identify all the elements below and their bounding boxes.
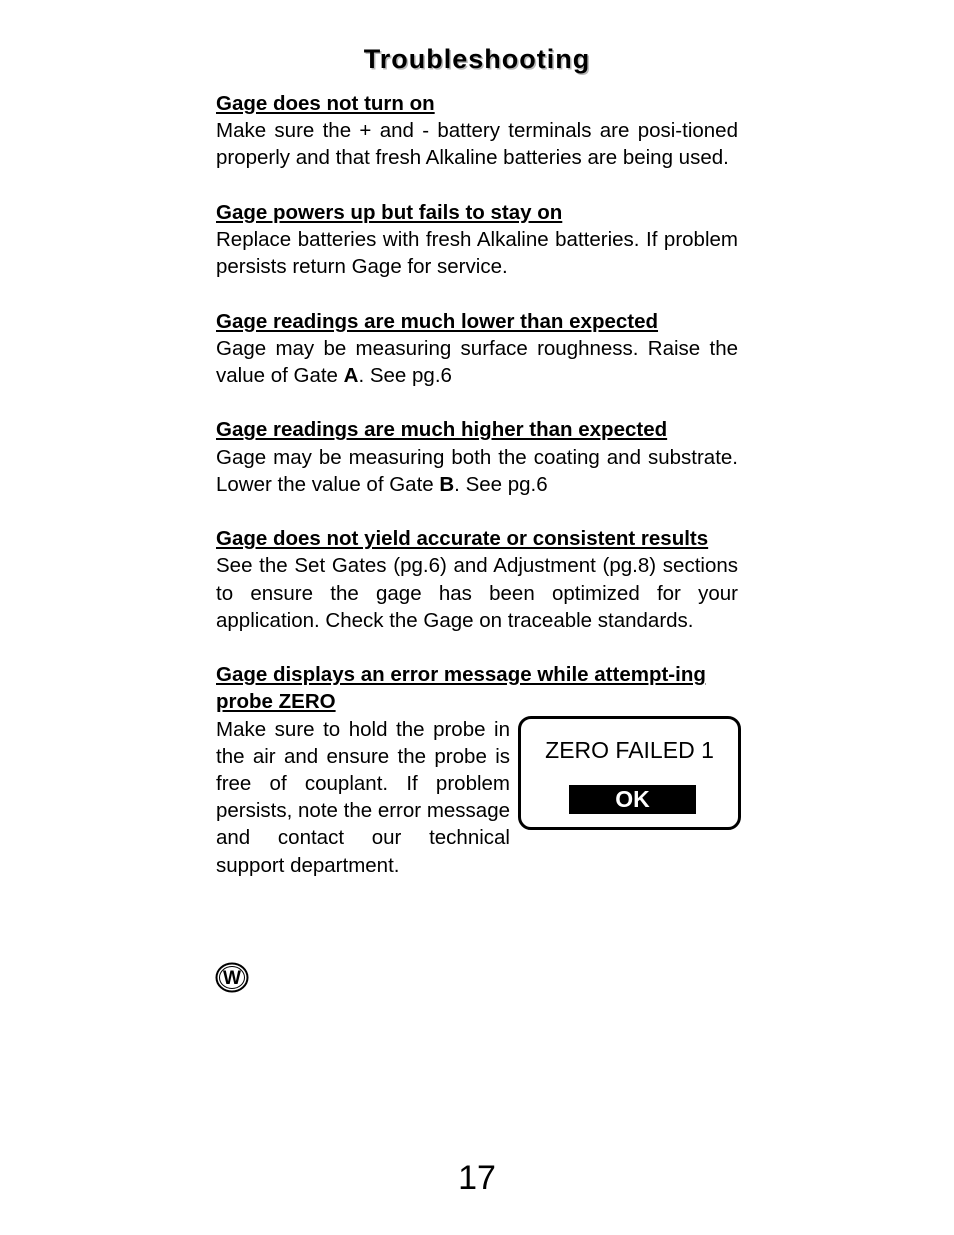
- gage-display-screen: [518, 716, 741, 830]
- page-number: 17: [458, 1159, 496, 1197]
- section-body: [216, 444, 738, 498]
- section-body: See the Set Gates (pg.6) and Adjustment (pg.8) sections to ensure the gage has been optimized for your application. Check the Gage on traceable standards.: [216, 554, 738, 632]
- gage-screen-illustration: [516, 716, 741, 831]
- section-body: Replace batteries with fresh Alkaline batteries. If problem persists return Gage for service.: [216, 228, 738, 279]
- page-title: Troubleshooting: [363, 44, 591, 74]
- section-heading: Gage does not turn on: [216, 92, 435, 115]
- logo-letter: W: [223, 968, 241, 989]
- section-readings-lower: [216, 308, 738, 390]
- gate-a-label: A: [343, 364, 359, 387]
- section-accuracy: [216, 525, 738, 634]
- section-body: Make sure the + and - battery terminals are posi-tioned properly and that fresh Alkaline batteries are being used.: [216, 119, 738, 170]
- troubleshooting-content: [216, 90, 738, 906]
- body-text: Gage may be measuring both the coating and substrate. Lower the value of Gate: [216, 445, 738, 496]
- section-fails-to-stay-on: [216, 199, 738, 281]
- section-body: [216, 335, 738, 389]
- section-zero-error: [216, 661, 738, 879]
- w-circle-logo-icon: [215, 962, 249, 993]
- section-heading: Gage does not yield accurate or consistent results: [216, 527, 709, 551]
- body-text: Gage may be measuring surface roughness. Raise the value of Gate: [216, 336, 738, 387]
- section-heading: Gage displays an error message while attempt-ing probe ZERO: [216, 663, 706, 714]
- error-message: ZERO FAILED 1: [545, 736, 714, 763]
- ok-button: OK: [569, 785, 696, 814]
- section-heading: Gage readings are much higher than expected: [216, 418, 668, 442]
- section-body: Make sure to hold the probe in the air and ensure the probe is free of couplant. If problem persists, note the error message and contact our technical support department.: [216, 717, 510, 877]
- section-gage-does-not-turn-on: [216, 90, 738, 172]
- gate-b-label: B: [439, 472, 455, 496]
- section-heading: Gage powers up but fails to stay on: [216, 200, 563, 224]
- section-heading: Gage readings are much lower than expected: [216, 309, 659, 333]
- body-text: . See pg.6: [358, 364, 452, 387]
- body-text: . See pg.6: [454, 472, 548, 496]
- section-readings-higher: [216, 416, 738, 498]
